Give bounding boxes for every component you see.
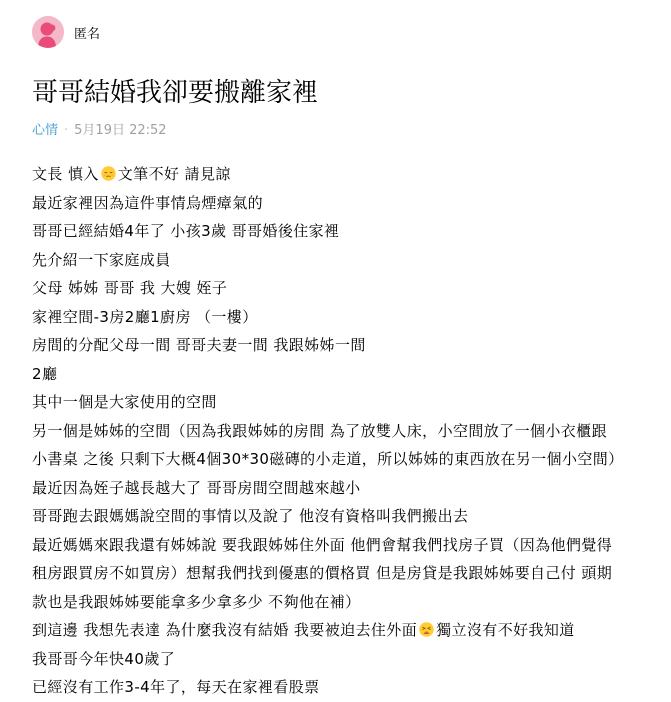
content-line: 其中一個是大家使用的空間 [32,393,217,411]
content-line: 款也是我跟姊姊要能拿多少拿多少 不夠他在補） [32,592,361,611]
content-line: 最近家裡因為這件事情烏煙瘴氣的 [32,193,264,212]
post-body [32,160,642,702]
content-text: 文筆不好 請見諒 [117,165,231,183]
content-line: 小書桌 之後 只剩下大概4個30*30磁磚的小走道，所以姊姊的東西放在另一個小空間） [32,450,624,468]
avatar[interactable] [32,16,64,48]
content-line: 最近媽媽來跟我還有姊姊說 要我跟姊姊住外面 他們會幫我們找房子買（因為他們覺得 [32,535,613,554]
content-line: 房間的分配父母一間 哥哥夫妻一間 我跟姊姊一間 [32,336,366,354]
content-line: 先介紹一下家庭成員 [32,250,171,269]
content-line: 父母 姊姊 哥哥 我 大嫂 姪子 [32,279,228,297]
meta-separator: · [64,123,69,138]
content-line: 另一個是姊姊的空間（因為我跟姊姊的房間 為了放雙人床，小空間放了一個小衣櫃跟 [32,421,607,440]
content-text: 到這邊 我想先表達 為什麼我沒有結婚 我要被迫去住外面 [32,621,418,639]
anonymous-female-icon [32,16,64,48]
content-line: 已經沒有工作3-4年了，每天在家裡看股票 [32,678,320,696]
content-line: 哥哥已經結婚4年了 小孩3歲 哥哥婚後住家裡 [32,222,340,240]
post-date: 5月19日 22:52 [74,123,167,138]
author-row[interactable] [32,16,100,48]
content-line: 家裡空間-3房2廳1廚房 （一樓） [32,307,258,326]
tired-face-icon [419,622,434,637]
author-name[interactable]: 匿名 [74,26,101,42]
content-line: 租房跟買房不如買房）想幫我們找到優惠的價格買 但是房貸是我跟姊姊要自己付 頭期 [32,564,613,582]
content-line [32,160,642,189]
content-text: 獨立沒有不好我知道 [436,621,575,639]
board-link[interactable]: 心情 [32,123,59,138]
content-line: 2廳 [32,364,58,383]
content-line: 最近因為姪子越長越大了 哥哥房間空間越來越小 [32,478,361,497]
post-title: 哥哥結婚我卻要搬離家裡 [32,78,319,108]
pensive-face-icon [101,166,116,181]
content-line: 哥哥跑去跟媽媽說空間的事情以及說了 他沒有資格叫我們搬出去 [32,507,469,525]
content-text: 文長 慎入 [32,165,99,183]
content-line: 我哥哥今年快40歲了 [32,649,176,668]
content-line [32,616,642,645]
post-meta [32,122,167,140]
